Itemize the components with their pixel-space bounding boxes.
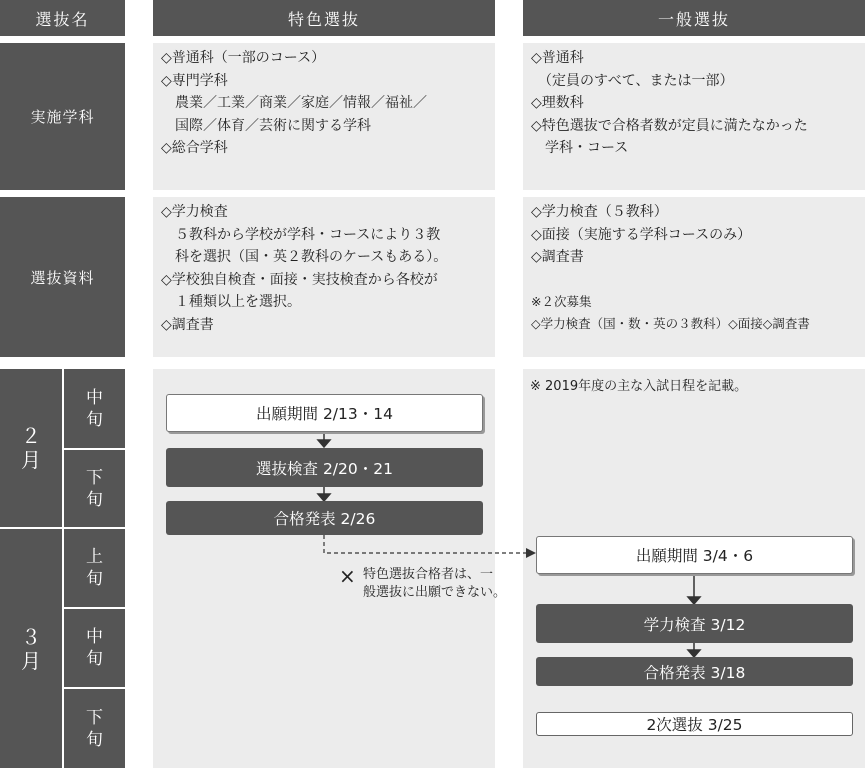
special-mat-line: ５教科から学校が学科・コースにより３教	[161, 226, 441, 243]
general-arrowhead-2	[688, 650, 700, 657]
special-mat-line: ◇調査書	[161, 316, 214, 333]
general-dept-line: ◇普通科	[531, 50, 584, 66]
general-dept-line: ◇特色選抜で合格者数が定員に満たなかった	[531, 117, 808, 134]
special-mat-line: ◇学力検査	[161, 204, 228, 220]
special-mat-line: １種類以上を選択。	[161, 294, 301, 310]
special-exam-box: 選抜検査 2/20・21	[166, 448, 483, 487]
general-exam-box: 学力検査 3/12	[536, 604, 853, 643]
special-dept-line: 農業／工業／商業／家庭／情報／福祉／	[161, 95, 427, 111]
period-mar-early: 上 旬	[64, 529, 125, 607]
special-mat-line: 科を選択（国・英２教科のケースもある）。	[161, 249, 448, 265]
general-dept-line: ◇理数科	[531, 95, 584, 111]
general-application-box: 出願期間 3/4・6	[536, 536, 853, 574]
general-mat-line: ◇学力検査（５教科）	[531, 204, 668, 220]
row-label-departments: 実施学科	[0, 43, 125, 190]
period-mar-late: 下 旬	[64, 689, 125, 768]
period-feb-late: 下 旬	[64, 450, 125, 527]
header-general-selection: 一般選抜	[523, 0, 865, 36]
second-recruit-title: ※２次募集	[531, 293, 592, 309]
special-result-box: 合格発表 2/26	[166, 501, 483, 535]
special-dept-line: ◇専門学科	[161, 72, 228, 89]
month-mar: ３ 月	[0, 529, 62, 768]
schedule-note: ※ 2019年度の主な入試日程を記載。	[530, 379, 748, 394]
second-recruit-detail: ◇学力検査（国・数・英の３教科）◇面接◇調査書	[531, 316, 810, 331]
special-dept-line: 国際／体育／芸術に関する学科	[161, 117, 371, 134]
general-mat-line: ◇面接（実施する学科コースのみ）	[531, 226, 752, 243]
header-special-selection: 特色選抜	[153, 0, 495, 36]
cross-mark-icon: ×	[339, 564, 356, 588]
general-second-selection-box: 2次選抜 3/25	[536, 712, 853, 736]
cross-note-text: 特色選抜合格者は、一 般選抜に出願できない。	[363, 567, 507, 600]
period-feb-mid: 中 旬	[64, 369, 125, 448]
dashed-connector	[324, 535, 526, 553]
row-label-materials: 選抜資料	[0, 197, 125, 357]
special-dept-line: ◇普通科（一部のコース）	[161, 50, 326, 66]
dashed-arrowhead	[526, 548, 536, 558]
general-dept-line: 学科・コース	[531, 140, 629, 156]
special-arrowhead-2	[318, 494, 330, 501]
special-application-box: 出願期間 2/13・14	[166, 394, 483, 432]
general-mat-line: ◇調査書	[531, 249, 584, 265]
header-selection-name: 選抜名	[0, 0, 125, 36]
general-dept-line: （定員のすべて、または一部）	[531, 72, 734, 89]
special-dept-line: ◇総合学科	[161, 140, 228, 156]
general-result-box: 合格発表 3/18	[536, 657, 853, 686]
month-feb: ２ 月	[0, 369, 62, 527]
general-arrowhead-1	[688, 597, 700, 604]
special-arrowhead-1	[318, 440, 330, 447]
special-mat-line: ◇学校独自検査・面接・実技検査から各校が	[161, 271, 438, 288]
period-mar-mid: 中 旬	[64, 609, 125, 687]
